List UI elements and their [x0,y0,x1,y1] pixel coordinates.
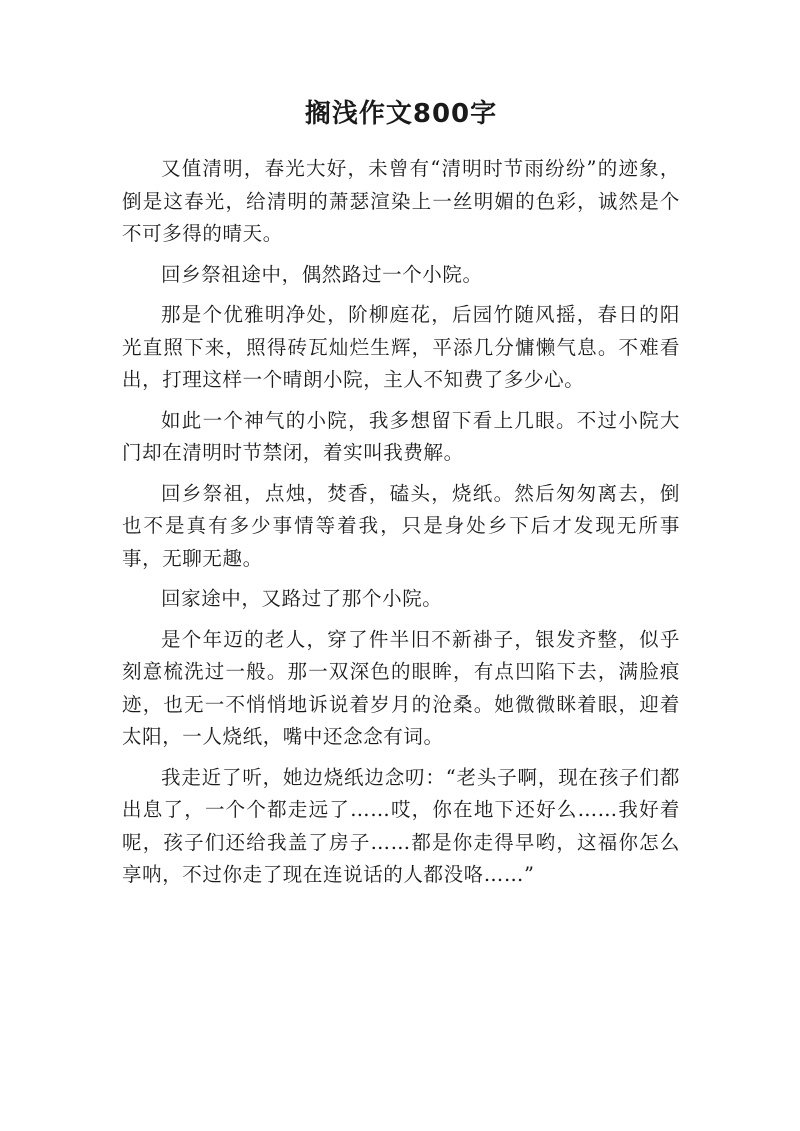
paragraph-6: 回家途中，又路过了那个小院。 [161,587,443,610]
paragraph-7: 是个年迈的老人，穿了件半旧不新褂子，银发齐整，似乎刻意梳洗过一般。那一双深色的眼眸，有点凹陷下去，满脸痕迹，也无一不悄悄地诉说着岁月的沧桑。她微微眯着眼，迎着太阳，一人烧纸，嘴中还念念有词。 [122,627,680,748]
paragraph-8: 我走近了听，她边烧纸边念叨：“老头子啊，现在孩子们都出息了，一个个都走远了……哎，你在地下还好么……我好着呢，孩子们还给我盖了房子……都是你走得早哟，这福你怎么享呐，不过你走了现在连说话的人都没咯……” [122,765,680,886]
document-title: 搁浅作文800字 [304,99,498,129]
paragraph-2: 回乡祭祖途中，偶然路过一个小院。 [161,262,483,286]
paragraph-5: 回乡祭祖，点烛，焚香，磕头，烧纸。然后匆匆离去，倒也不是真有多少事情等着我，只是身处乡下后才发现无所事事，无聊无趣。 [122,481,680,570]
paragraph-1: 又值清明，春光大好，未曾有“清明时节雨纷纷”的迹象，倒是这春光，给清明的萧瑟渲染上一丝明媚的色彩，诚然是个不可多得的晴天。 [122,157,680,245]
paragraph-4: 如此一个神气的小院，我多想留下看上几眼。不过小院大门却在清明时节禁闭，着实叫我费解。 [122,408,680,464]
paragraph-3: 那是个优雅明净处，阶柳庭花，后园竹随风摇，春日的阳光直照下来，照得砖瓦灿烂生辉，平添几分慵懒气息。不难看出，打理这样一个晴朗小院，主人不知费了多少心。 [122,303,680,391]
